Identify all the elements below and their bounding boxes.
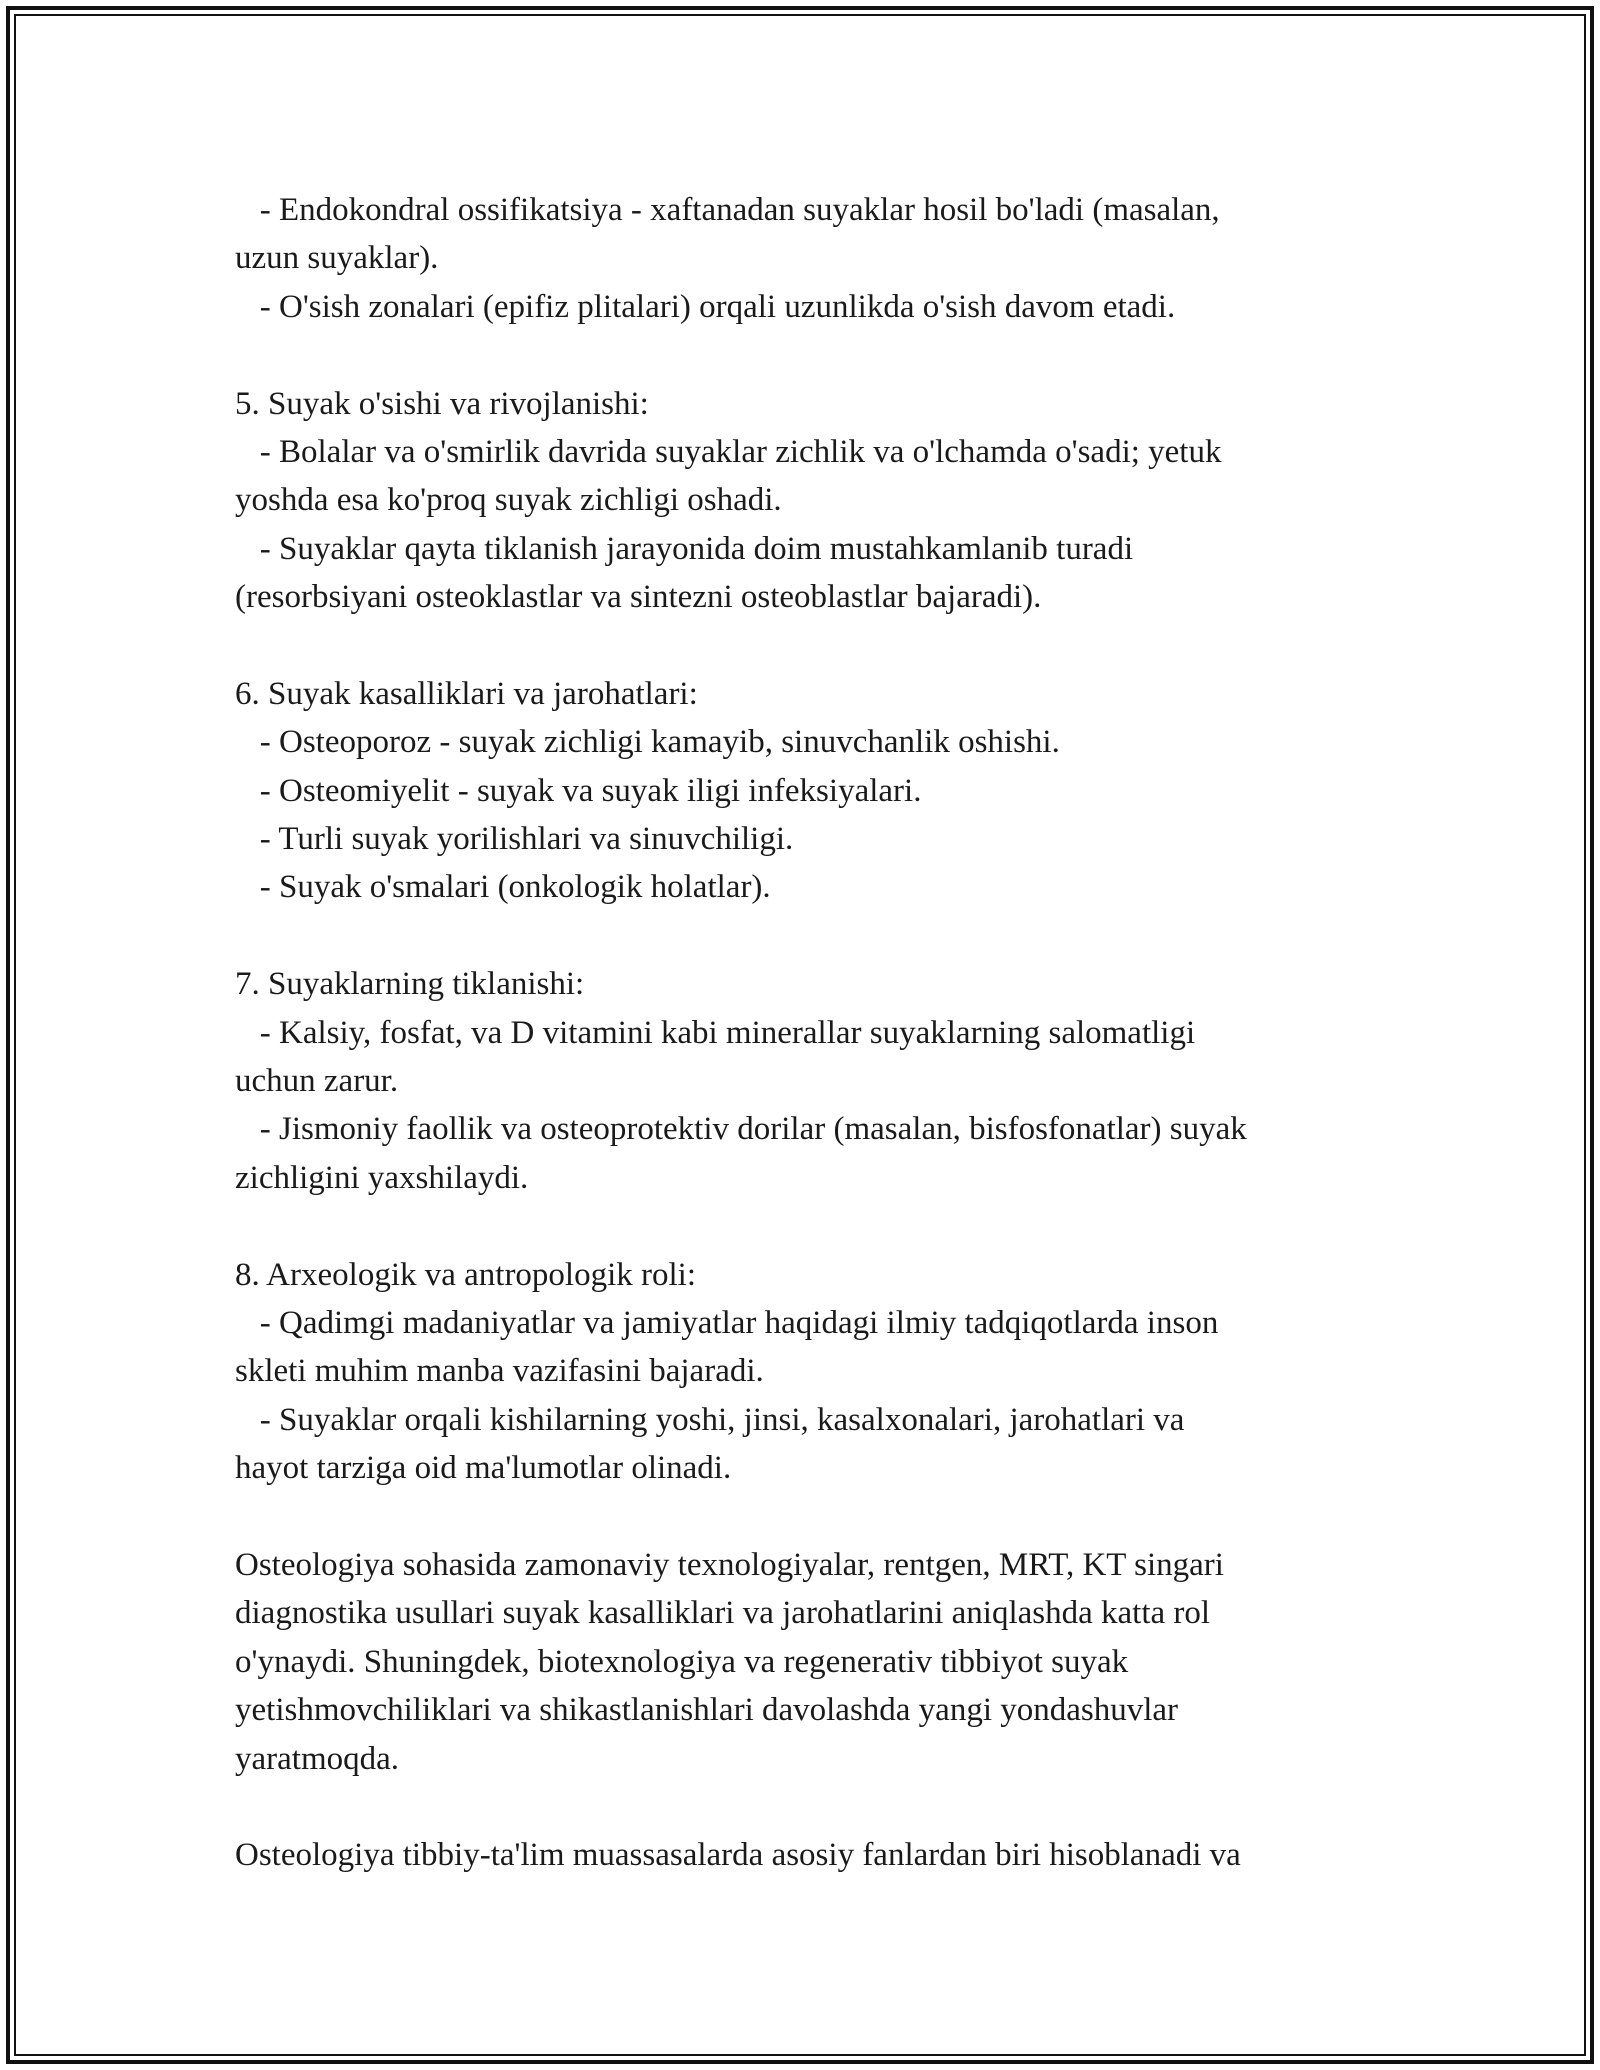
text-line: uchun zarur. <box>235 1063 399 1100</box>
text-line: skleti muhim manba vazifasini bajaradi. <box>235 1353 764 1390</box>
text-line: - Kalsiy, fosfat, va D vitamini kabi minerallar suyaklarning salomatligi <box>235 1014 1196 1051</box>
text-line: - Endokondral ossifikatsiya - xaftanadan suyaklar hosil bo'ladi (masalan, <box>235 192 1220 228</box>
text-line: o'ynaydi. Shuningdek, biotexnologiya va regenerativ tibbiyot suyak <box>235 1643 1129 1680</box>
text-line: Osteologiya tibbiy-ta'lim muassasalarda asosiy fanlardan biri hisoblanadi va <box>235 1837 1241 1874</box>
text-line: 7. Suyaklarning tiklanishi: <box>235 966 585 1003</box>
text-line: - Turli suyak yorilishlari va sinuvchiligi. <box>235 821 794 858</box>
text-line: hayot tarziga oid ma'lumotlar olinadi. <box>235 1450 732 1487</box>
text-line: yoshda esa ko'proq suyak zichligi oshadi. <box>235 482 782 519</box>
text-line: - Osteoporoz - suyak zichligi kamayib, sinuvchanlik oshishi. <box>235 724 1060 761</box>
text-line: 8. Arxeologik va antropologik roli: <box>235 1256 697 1293</box>
text-line: - Suyaklar orqali kishilarning yoshi, jinsi, kasalxonalari, jarohatlari va <box>235 1401 1185 1438</box>
text-line: - Qadimgi madaniyatlar va jamiyatlar haqidagi ilmiy tadqiqotlarda inson <box>235 1304 1219 1341</box>
text-line: (resorbsiyani osteoklastlar va sintezni osteoblastlar bajaradi). <box>235 579 1042 616</box>
blank-line <box>235 622 1385 670</box>
blank-line <box>235 1493 1385 1541</box>
blank-line <box>235 1783 1385 1831</box>
text-line: 6. Suyak kasalliklari va jarohatlari: <box>235 675 698 712</box>
document-body <box>235 186 1385 1880</box>
text-line: diagnostika usullari suyak kasalliklari va jarohatlarini aniqlashda katta rol <box>235 1595 1211 1632</box>
text-line: - Bolalar va o'smirlik davrida suyaklar zichlik va o'lchamda o'sadi; yetuk <box>235 433 1222 470</box>
text-line: - Suyak o'smalari (onkologik holatlar). <box>235 869 771 906</box>
text-line: 5. Suyak o'sishi va rivojlanishi: <box>235 385 649 422</box>
blank-line <box>235 912 1385 960</box>
blank-line <box>235 331 1385 379</box>
text-line: - Jismoniy faollik va osteoprotektiv dorilar (masalan, bisfosfonatlar) suyak <box>235 1111 1247 1148</box>
text-line: uzun suyaklar). <box>235 240 439 277</box>
text-line: zichligini yaxshilaydi. <box>235 1159 529 1196</box>
text-line: yaratmoqda. <box>235 1740 400 1777</box>
blank-line <box>235 1202 1385 1250</box>
text-line: yetishmovchiliklari va shikastlanishlari davolashda yangi yondashuvlar <box>235 1692 1179 1729</box>
text-line: - Osteomiyelit - suyak va suyak iligi infeksiyalari. <box>235 772 922 809</box>
text-line: - Suyaklar qayta tiklanish jarayonida doim mustahkamlanib turadi <box>235 530 1134 567</box>
text-line: - O'sish zonalari (epifiz plitalari) orqali uzunlikda o'sish davom etadi. <box>235 288 1176 325</box>
text-line: Osteologiya sohasida zamonaviy texnologiyalar, rentgen, MRT, KT singari <box>235 1546 1224 1583</box>
